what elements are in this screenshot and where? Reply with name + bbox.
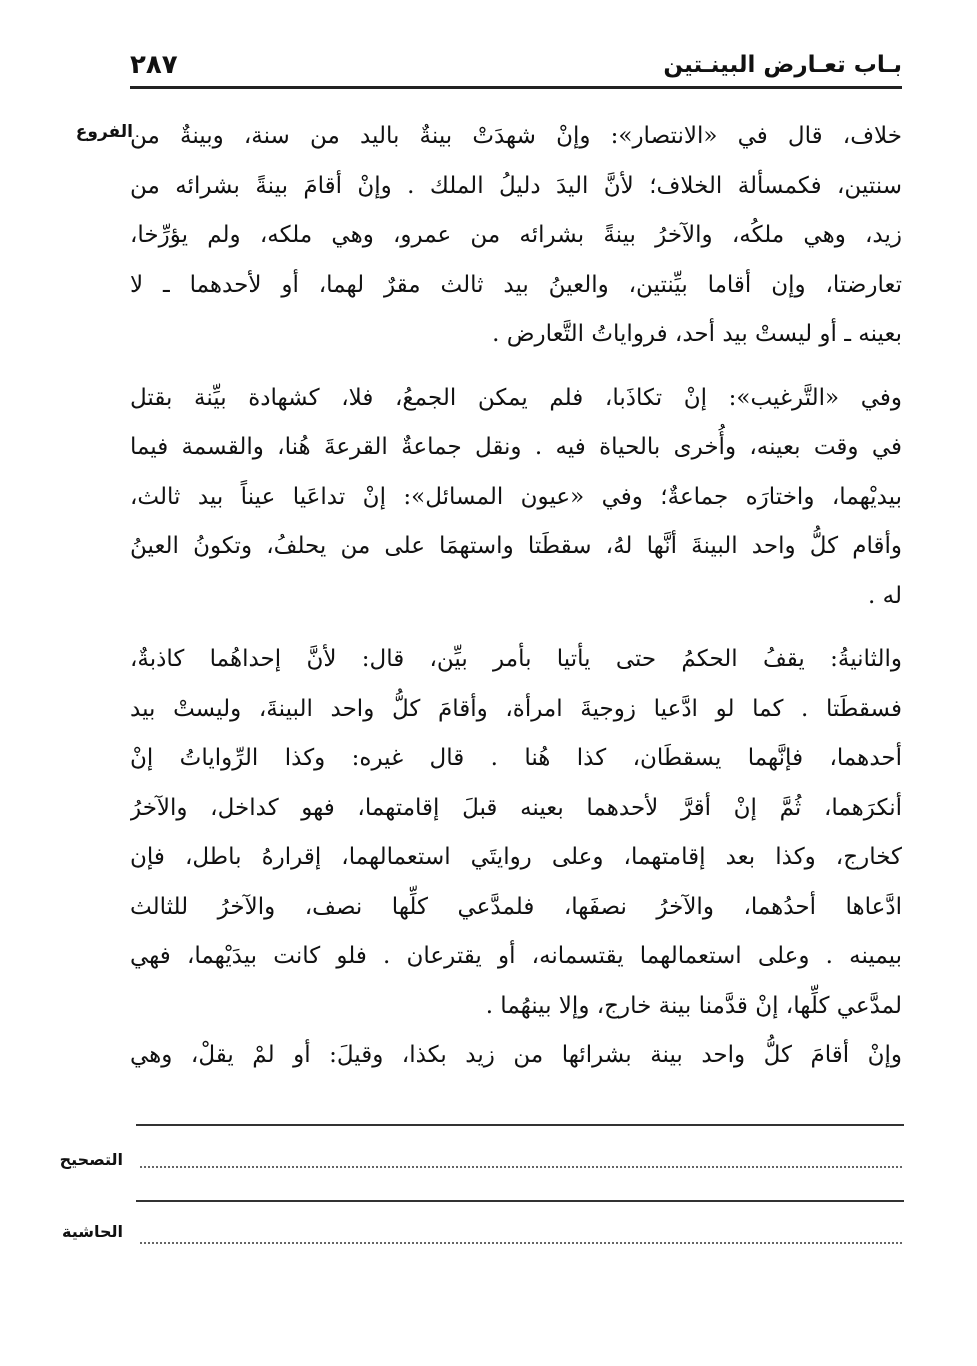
text-line: سنتين، فكمسألة الخلاف؛ لأنَّ اليدَ دليلُ الملك . وإنْ أقامَ بينةً بشرائه من [130,172,902,199]
text-line: وإنْ أقامَ كلُّ واحد بينة بشرائها من زيد بكذا، وقيلَ: أو لمْ يقلْ، وهي [130,1042,902,1068]
text-line: بيديْهما، واختارَه جماعةٌ؛ وفي «عيون المسائل»: إنْ تداعَيا عيناً بيد ثالث، [130,483,902,510]
text-line: أنكرَهما، ثُمَّ إنْ أقرَّ لأحدهما بعينه قبلَ إقامتهما، فهو كداخل، والآخرُ [130,794,902,821]
correction-dotted-line [140,1166,902,1168]
text-line: بيمينه . وعلى استعمالهما يقتسمانه، أو يقترعان . فلو كانت بيدَيْهما، فهي [130,943,902,969]
text-line: وفي «التَّرغيب»: إنْ تكاذَبا، فلم يمكن الجمعُ، فلا، كشهادة بيِّنة بقتل [130,384,902,411]
correction-label: التصحيح [59,1150,123,1169]
text-line: في وقت بعينه، وأُخرى بالحياة فيه . ونقل جماعةٌ القرعةَ هُنا، والقسمة فيما [130,434,902,460]
text-line: وأقام كلُّ واحد البينةَ أنَّها لهُ، سقطَتا واستهمَا على من يحلفُ، وتكونُ العينُ [130,533,902,559]
header-rule [130,86,902,89]
text-line: بعينه ـ أو ليستْ بيد أحد، فرواياتُ التَّعارض . [492,321,902,347]
running-header [130,44,902,84]
main-text [130,112,902,1081]
text-line: لمدَّعي كلِّها، إنْ قدَّمنا بينة خارج، وإلا بينهُما . [485,992,902,1019]
text-line: زيد، وهي ملكُه، والآخرُ بينةً بشرائه من عمرو، وهي ملكه، ولم يؤرِّخا، [130,222,902,248]
page-number: ٢٨٧ [130,50,178,80]
text-line: له . [868,582,902,609]
footer-rule-middle [136,1200,904,1202]
text-line: خلاف، قال في «الانتصار»: وإنْ شهدَتْ بينةٌ باليد من سنة، وبينةٌ من [130,123,902,149]
text-line: تعارضتا، وإن أقاما بيِّنتين، والعينُ بيد ثالث مقرٌ لهما، أو لأحدهما ـ لا [130,271,902,298]
text-line: أحدهما، فإنَّهما يسقطَان، كذا هُنا . قال غيره: وكذا الرِّواياتُ إنْ [130,745,902,771]
footer-rule-top [136,1124,904,1126]
text-line: والثانيةُ: يقفُ الحكمُ حتى يأتيا بأمر بيِّن، قال: لأنَّ إحداهُما كاذبةٌ، [130,646,902,672]
chapter-title: بـاب تعـارض البينـتين [663,52,902,78]
section-side-label: الفروع [75,122,133,142]
text-line: ادَّعاها أحدُهما، والآخرُ نصفَها، فلمدَّعي كلِّها نصف، والآخرُ للثالث [130,893,902,920]
margin-note-dotted-line [140,1242,902,1244]
text-line: كخارج، وكذا بعد إقامتهما، وعلى روايتَي استعمالهما، إقرارهُ باطل، فإن [130,844,902,870]
margin-note-label: الحاشية [62,1222,123,1241]
text-line: فسقطَتا . كما لو ادَّعيا زوجيةَ امرأة، وأقامَ كلُّ واحد البينةَ، وليستْ بيد [130,695,902,722]
